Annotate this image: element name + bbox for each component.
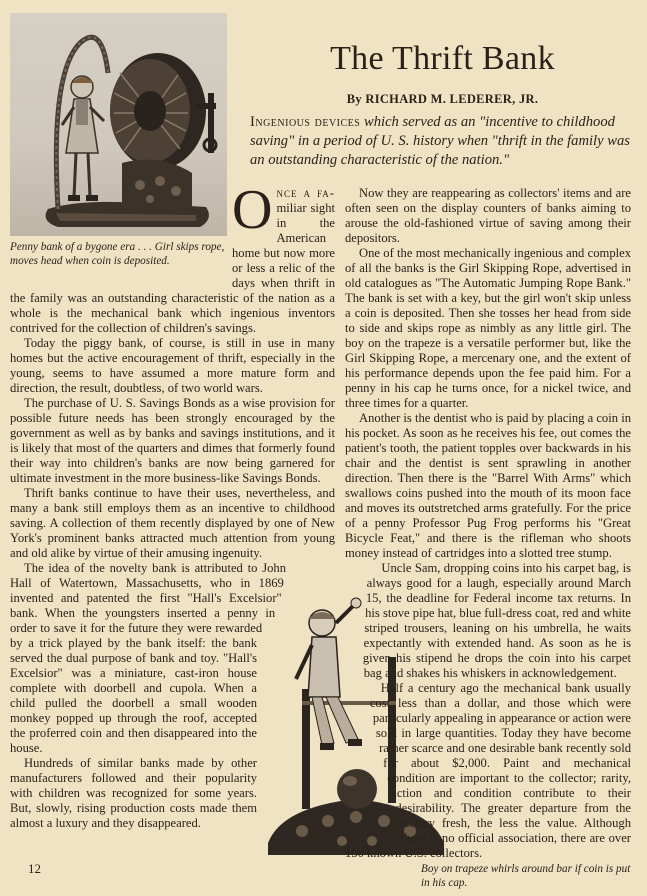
col2-paragraph-3: Another is the dentist who is paid by placing a coin in his pocket. As soon as he receives his fee, out comes the patient's tooth, the patient topples over backwards in his chair and the dentist is sent sprawling in another direction. Then there is the "Barrel With Arms" which swallows coins pushed into the mouth of its moon face and moves its outstretched arms gratefully. For the price of a penny Professor Pug Frog performs his "Great Bicycle Feat," and there is the rifleman who shoots money instead of cartridges into a slotted tree stump.	[345, 411, 631, 560]
article-intro	[250, 113, 630, 170]
col2-paragraph-4: Uncle Sam, dropping coins into his carpet bag, is always good for a laugh, especially around March 15, the deadline for Federal income tax returns. In his stove pipe hat, blue full-dress coat, red and white striped trousers, leaning on his umbrella, he waits expectantly with extended hand. As soon as he is given his stipend he drops the coin into his carpet bag and shakes his whiskers in acknowledgement.	[362, 561, 631, 680]
intro-rest: which served as an "incentive to childhood saving" in a period of U. S. history when "thrift in the family was an outstanding characteristic of the nation."	[250, 114, 630, 168]
col1-paragraph-4: Thrift banks continue to have their uses, nevertheless, and many a bank still employs them as an incentive to childhood saving. A collection of them recently displayed by one of New York's prominent banks attracted much attention from young and old alike by virtue of their amusing ingenuity.	[10, 486, 335, 560]
top-photo-caption: Penny bank of a bygone era . . . Girl skips rope, moves head when coin is deposited.	[10, 241, 225, 267]
drop-cap: O	[232, 179, 273, 241]
article-byline: By RICHARD M. LEDERER, JR.	[346, 92, 539, 106]
col1-paragraph-5: The idea of the novelty bank is attributed to John Hall of Watertown, Massachusetts, who in 1869 invented and patented the first "Hall's Excelsior" bank. When the youngsters inserted a penny in order to save it for the future they were rewarded by a trick played by the bank itself: the bank served the dual purpose of bank and toy. "Hall's Excelsior" was a miniature, cast-iron house complete with doorbell and cupola. When a child pulled the doorbell a small wooden monkey popped up through the roof, accepted the proferred coin and then disappeared into the house.	[10, 561, 287, 755]
column-two	[345, 186, 631, 858]
intro-lead: Ingenious devices	[250, 114, 361, 130]
col1-paragraph-6: Hundreds of similar banks made by other manufacturers followed and their popularity with children was recognized for some years. But, slowly, rising production costs made them almost a luxury and they disappeared.	[10, 756, 257, 830]
col2-paragraph-2: One of the most mechanically ingenious and complex of all the banks is the Girl Skipping Rope, advertised in old catalogues as "The Automatic Jumping Rope Bank." The bank is set with a key, but the girl won't skip unless a coin is deposited. Then she tosses her head from side to side and skips rope as nimbly as any little girl. The boy on the trapeze is a versatile performer but, like the Girl Skipping Rope, a mercenary one, and the extent of his performance depends upon the fee paid him. For a penny in his cap he turns once, for a nickel twice, and three times for a quarter.	[345, 246, 631, 410]
page-number: 12	[28, 861, 41, 876]
col1-paragraph-3: The purchase of U. S. Savings Bonds as a wise provision for possible future needs has been strongly encouraged by the government as well as by banks and savings institutions, and it is likely that most of the quarters and dimes that formerly found their way into children's banks are now being garnered for ultimate investment in the more business-like Savings Bonds.	[10, 396, 335, 485]
col1-paragraph-1: Once a fa- miliar sight in the American home but now more or less a relic of the days when thrift in the family was an outstanding characteristic of the nation as a whole is the mechanical bank which ingenious inventors contrived for the collection of children's savings.	[10, 179, 335, 335]
bottom-photo-caption: Boy on trapeze whirls around bar if coin is put in his cap.	[421, 863, 631, 889]
col2-paragraph-1: Now they are reappearing as collectors' items and are often seen on the display counters of banks aiming to arouse the old-fashioned virtue of saving among their depositors.	[345, 186, 631, 245]
column-one	[10, 179, 335, 858]
col2-paragraph-5: Half a century ago the mechanical bank usually cost less than a dollar, and those which were particularly appealing in appearance or action were sold in large quantities. Today they have become rather scarce and one desirable bank recently sold for about $2,000. Paint and mechanical condition are important to the collector; rarity, action and condition contribute to their desirability. The greater departure from the factory fresh, the less the value. Although there is no official association, there are over 150 known U.S. collectors.	[345, 681, 631, 860]
article-title: The Thrift Bank	[330, 40, 555, 77]
col1-paragraph-2: Today the piggy bank, of course, is still in use in many homes but the active encouragement of thrift, especially in the young, seems to have assumed a more mature form and direction, the result, doubtless, of two world wars.	[10, 336, 335, 395]
